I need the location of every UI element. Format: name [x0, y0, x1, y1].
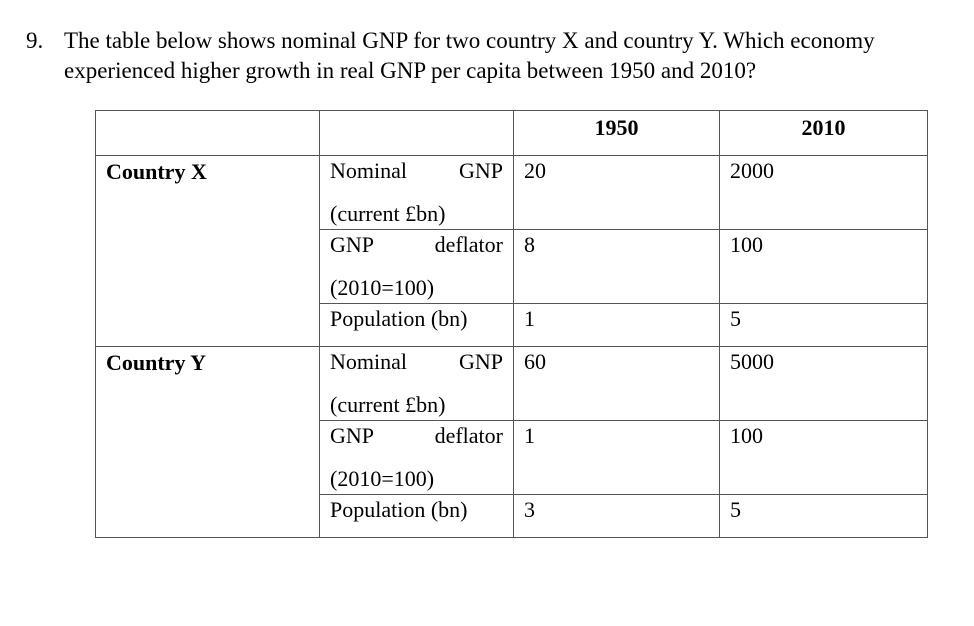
- row-label-sub: (2010=100): [330, 275, 435, 300]
- value-1950: 8: [514, 230, 720, 304]
- value-1950: 1: [514, 421, 720, 495]
- row-label-part: GNP: [458, 349, 503, 374]
- value-2010: 100: [720, 230, 928, 304]
- header-1950: 1950: [514, 111, 720, 156]
- value-2010: 5: [720, 495, 928, 538]
- header-cell-empty-2: [320, 111, 514, 156]
- row-label-part: deflator: [434, 232, 503, 257]
- country-name: Country Y: [96, 347, 320, 538]
- row-label: [320, 304, 514, 347]
- header-2010: 2010: [720, 111, 928, 156]
- row-label-part: GNP: [330, 423, 375, 448]
- header-cell-empty-1: [96, 111, 320, 156]
- row-label-part: Population (bn): [330, 497, 468, 522]
- table-row: [96, 347, 928, 421]
- row-label-sub: (current £bn): [330, 201, 446, 226]
- country-name: Country X: [96, 156, 320, 347]
- value-1950: 3: [514, 495, 720, 538]
- row-label: [320, 230, 514, 304]
- value-2010: 5000: [720, 347, 928, 421]
- row-label-part: Nominal: [330, 349, 407, 374]
- row-label-part: GNP: [458, 158, 503, 183]
- question-number: 9.: [26, 28, 44, 53]
- value-1950: 20: [514, 156, 720, 230]
- question: [26, 26, 966, 86]
- question-text: The table below shows nominal GNP for two country X and country Y. Which economy experienced higher growth in real GNP per capita between 1950 and 2010?: [64, 28, 875, 83]
- row-label-part: Nominal: [330, 158, 407, 183]
- row-label: [320, 421, 514, 495]
- row-label-part: GNP: [330, 232, 375, 257]
- table-row: [96, 156, 928, 230]
- value-2010: 100: [720, 421, 928, 495]
- row-label-part: Population (bn): [330, 306, 468, 331]
- row-label-sub: (current £bn): [330, 392, 446, 417]
- gnp-table: [95, 110, 928, 538]
- row-label: [320, 347, 514, 421]
- value-1950: 1: [514, 304, 720, 347]
- row-label: [320, 495, 514, 538]
- value-2010: 5: [720, 304, 928, 347]
- value-1950: 60: [514, 347, 720, 421]
- table-header-row: [96, 111, 928, 156]
- value-2010: 2000: [720, 156, 928, 230]
- row-label-part: deflator: [434, 423, 503, 448]
- row-label: [320, 156, 514, 230]
- row-label-sub: (2010=100): [330, 466, 435, 491]
